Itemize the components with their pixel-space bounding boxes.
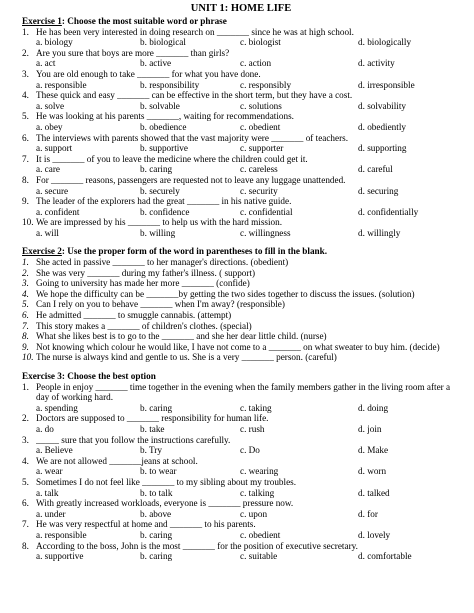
exercise-2-heading xyxy=(22,246,460,257)
answer-option: a. support xyxy=(36,143,73,154)
question-number: 1. xyxy=(22,381,29,392)
answer-option: d. Make xyxy=(358,445,389,456)
answer-option: d. for xyxy=(358,508,378,519)
question-number: 9. xyxy=(22,196,29,207)
answer-option: c. upon xyxy=(240,508,268,519)
question xyxy=(22,257,460,268)
answer-option: a. biology xyxy=(36,37,73,48)
question-number: 5. xyxy=(22,111,29,122)
question-number: 2. xyxy=(22,267,29,278)
answer-option: c. action xyxy=(240,58,272,69)
answer-option: b. confidence xyxy=(140,206,190,217)
exercise-2-list xyxy=(22,257,460,363)
question-number: 7. xyxy=(22,320,29,331)
answer-option: c. careless xyxy=(240,164,278,175)
answer-option: d. talked xyxy=(358,487,390,498)
answer-option: d. willingly xyxy=(358,227,401,238)
answer-options xyxy=(22,143,460,154)
answer-option: b. to wear xyxy=(140,466,177,477)
question-number: 7. xyxy=(22,153,29,164)
answer-options xyxy=(22,37,460,48)
exercise-3-list xyxy=(22,382,460,562)
answer-option: a. do xyxy=(36,423,54,434)
answer-option: a. supportive xyxy=(36,551,84,562)
answer-option: a. confident xyxy=(36,206,80,217)
answer-option: d. obediently xyxy=(358,121,406,132)
answer-option: c. willingness xyxy=(240,227,291,238)
question-number: 3. xyxy=(22,68,29,79)
question-text: She was very _______ during my father's illness. ( support) xyxy=(36,267,256,278)
question-number: 2. xyxy=(22,413,29,424)
question-text: He has been very interested in doing research on _______ since he was at high school. xyxy=(36,26,354,37)
question xyxy=(22,278,460,289)
answer-option: c. confidential xyxy=(240,206,293,217)
question-number: 6. xyxy=(22,498,29,509)
answer-options xyxy=(22,530,460,541)
answer-option: b. caring xyxy=(140,402,173,413)
question-text: People in enjoy _______ time together in the evening when the family members gather in the living room after a day of working hard. xyxy=(36,381,451,403)
answer-options xyxy=(22,509,460,520)
answer-option: b. above xyxy=(140,508,172,519)
answer-option: d. careful xyxy=(358,164,393,175)
answer-option: b. biological xyxy=(140,37,186,48)
answer-option: d. join xyxy=(358,423,382,434)
answer-option: a. care xyxy=(36,164,60,175)
question xyxy=(22,342,460,353)
answer-option: b. caring xyxy=(140,164,173,175)
answer-option: a. talk xyxy=(36,487,59,498)
answer-options xyxy=(22,58,460,69)
question-text: This story makes a _______ of children's clothes. (special) xyxy=(36,320,252,331)
question-number: 10. xyxy=(22,217,34,228)
answer-option: a. under xyxy=(36,508,66,519)
answer-options xyxy=(22,403,460,414)
question xyxy=(22,382,460,403)
exercise-1-heading xyxy=(22,16,460,27)
answer-options xyxy=(22,122,460,133)
answer-option: d. comfortable xyxy=(358,551,412,562)
question xyxy=(22,477,460,488)
answer-option: d. doing xyxy=(358,402,389,413)
question-number: 1. xyxy=(22,26,29,37)
question-number: 4. xyxy=(22,288,29,299)
question-number: 8. xyxy=(22,331,29,342)
answer-option: d. worn xyxy=(358,466,387,477)
question xyxy=(22,413,460,424)
answer-options xyxy=(22,445,460,456)
question-number: 9. xyxy=(22,341,29,352)
question xyxy=(22,90,460,101)
question-number: 1. xyxy=(22,257,29,268)
question-number: 3. xyxy=(22,434,29,445)
question-text: The leader of the explorers had the great _______ in his native guide. xyxy=(36,196,292,207)
question-text: He was very respectful at home and _______ to his parents. xyxy=(36,519,256,530)
answer-option: b. responsibility xyxy=(140,79,200,90)
answer-option: b. take xyxy=(140,423,165,434)
question-number: 3. xyxy=(22,278,29,289)
answer-option: d. securing xyxy=(358,185,399,196)
question xyxy=(22,289,460,300)
question xyxy=(22,69,460,80)
answer-option: c. obedient xyxy=(240,529,281,540)
answer-option: b. active xyxy=(140,58,172,69)
answer-option: b. caring xyxy=(140,551,173,562)
question xyxy=(22,435,460,446)
answer-option: d. lovely xyxy=(358,529,391,540)
answer-options xyxy=(22,488,460,499)
question xyxy=(22,196,460,207)
question-text: For _______ reasons, passengers are requested not to leave any luggage unattended. xyxy=(36,174,346,185)
answer-option: c. suitable xyxy=(240,551,278,562)
page-title: UNIT 1: HOME LIFE xyxy=(190,3,292,14)
exercise-3-label: Exercise 3: Choose the best option xyxy=(22,371,156,381)
question-text: With greatly increased workloads, everyone is _______ pressure now. xyxy=(36,498,294,509)
question-text: Not knowing which colour he would like, I have not come to a _______ on what sweater to buy him. (decide) xyxy=(36,341,440,352)
answer-options xyxy=(22,551,460,562)
question-text: Going to university has made her more _______ (confide) xyxy=(36,278,250,289)
question xyxy=(22,133,460,144)
question-text: Can I rely on you to behave _______ when I'm away? (responsible) xyxy=(36,299,285,310)
question-text: It is _______ of you to leave the medicine where the children could get it. xyxy=(36,153,308,164)
question-number: 8. xyxy=(22,174,29,185)
answer-options xyxy=(22,424,460,435)
answer-options xyxy=(22,186,460,197)
answer-option: b. to talk xyxy=(140,487,173,498)
answer-option: c. obedient xyxy=(240,121,281,132)
exercise-1-label: Exercise 1 xyxy=(22,16,62,26)
answer-option: d. confidentially xyxy=(358,206,419,217)
question xyxy=(22,352,460,363)
answer-option: c. solutions xyxy=(240,100,282,111)
exercise-2-label: Exercise 2 xyxy=(22,246,62,257)
question xyxy=(22,154,460,165)
question xyxy=(22,111,460,122)
answer-option: d. irresponsible xyxy=(358,79,415,90)
answer-option: d. biologically xyxy=(358,37,412,48)
question xyxy=(22,48,460,59)
question xyxy=(22,541,460,552)
answer-option: b. obedience xyxy=(140,121,187,132)
question-text: These quick and easy _______ can be effective in the short term, but they have a cost. xyxy=(36,90,353,101)
question xyxy=(22,498,460,509)
answer-option: c. biologist xyxy=(240,37,281,48)
answer-options xyxy=(22,228,460,239)
question-text: We are not allowed _______jeans at school. xyxy=(36,455,198,466)
question-number: 4. xyxy=(22,90,29,101)
answer-option: c. security xyxy=(240,185,278,196)
question xyxy=(22,456,460,467)
answer-option: c. rush xyxy=(240,423,265,434)
answer-option: a. spending xyxy=(36,402,78,413)
exercise-1-list xyxy=(22,27,460,239)
answer-option: a. obey xyxy=(36,121,63,132)
answer-option: b. willing xyxy=(140,227,176,238)
question xyxy=(22,175,460,186)
answer-options xyxy=(22,101,460,112)
answer-option: c. responsibly xyxy=(240,79,292,90)
answer-option: c. talking xyxy=(240,487,275,498)
answer-option: b. securely xyxy=(140,185,180,196)
answer-option: a. secure xyxy=(36,185,69,196)
question-text: According to the boss, John is the most _______ for the position of executive secretary. xyxy=(36,540,358,551)
question-text: You are old enough to take _______ for what you have done. xyxy=(36,68,261,79)
question-text: The nurse is always kind and gentle to us. She is a very _______ person. (careful) xyxy=(36,352,337,363)
question-number: 10. xyxy=(22,352,34,363)
answer-option: b. supportive xyxy=(140,143,188,154)
answer-option: a. act xyxy=(36,58,56,69)
exercise-3-heading xyxy=(22,371,460,382)
question-number: 6. xyxy=(22,310,29,321)
answer-option: b. Try xyxy=(140,445,162,456)
question xyxy=(22,268,460,279)
answer-option: d. supporting xyxy=(358,143,407,154)
question-text: She acted in passive _______ to her manager's directions. (obedient) xyxy=(36,257,289,268)
answer-option: a. Believe xyxy=(36,445,73,456)
answer-option: d. solvability xyxy=(358,100,406,111)
question-text: Are you sure that boys are more _______ than girls? xyxy=(36,47,230,58)
question-text: We are impressed by his _______ to help us with the hard mission. xyxy=(36,217,283,228)
answer-option: c. Do xyxy=(240,445,260,456)
question xyxy=(22,519,460,530)
question-number: 7. xyxy=(22,519,29,530)
question xyxy=(22,331,460,342)
question-number: 4. xyxy=(22,455,29,466)
question-text: He admitted _______ to smuggle cannabis. (attempt) xyxy=(36,310,232,321)
answer-option: d. activity xyxy=(358,58,395,69)
exercise-1-instruction: : Choose the most suitable word or phrase xyxy=(61,16,227,26)
question-text: The interviews with parents showed that the vast majority were _______ of teachers. xyxy=(36,132,349,143)
answer-option: c. taking xyxy=(240,402,272,413)
question xyxy=(22,217,460,228)
answer-option: b. caring xyxy=(140,529,173,540)
answer-option: a. responsible xyxy=(36,529,87,540)
question-number: 8. xyxy=(22,540,29,551)
answer-option: a. solve xyxy=(36,100,65,111)
answer-options xyxy=(22,164,460,175)
answer-option: b. solvable xyxy=(140,100,180,111)
question xyxy=(22,310,460,321)
answer-options xyxy=(22,207,460,218)
question-text: He was looking at his parents _______, waiting for recommendations. xyxy=(36,111,294,122)
exercise-2-instruction: : Use the proper form of the word in parentheses to fill in the blank. xyxy=(61,246,328,257)
question-number: 5. xyxy=(22,476,29,487)
question xyxy=(22,27,460,38)
answer-options xyxy=(22,466,460,477)
question-number: 2. xyxy=(22,47,29,58)
answer-option: c. supporter xyxy=(240,143,284,154)
question xyxy=(22,321,460,332)
answer-option: a. wear xyxy=(36,466,63,477)
answer-options xyxy=(22,80,460,91)
answer-option: c. wearing xyxy=(240,466,279,477)
question-text: Doctors are supposed to _______ responsibility for human life. xyxy=(36,413,269,424)
question xyxy=(22,299,460,310)
question-text: What she likes best is to go to the _______ and she her dear little child. (nurse) xyxy=(36,331,327,342)
question-text: _____ sure that you follow the instructions carefully. xyxy=(36,434,231,445)
answer-option: a. responsible xyxy=(36,79,87,90)
question-number: 6. xyxy=(22,132,29,143)
question-text: We hope the difficulty can be _______by getting the two sides together to discuss the issues. (solution) xyxy=(36,288,415,299)
question-number: 5. xyxy=(22,299,29,310)
answer-option: a. will xyxy=(36,227,59,238)
question-text: Sometimes I do not feel like _______ to my sibling about my troubles. xyxy=(36,476,297,487)
